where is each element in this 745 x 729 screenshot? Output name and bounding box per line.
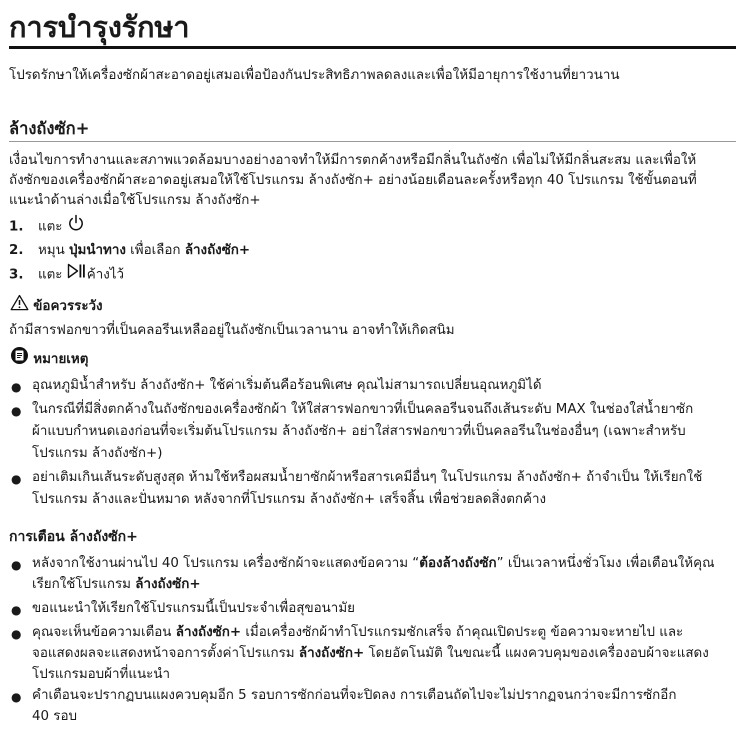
reminder-line — [32, 553, 715, 574]
bullet-icon: ● — [11, 404, 22, 418]
step-text: หมุน — [37, 243, 70, 258]
navigation-button-label: ปุ่มนำทาง — [69, 243, 126, 258]
note-line: ในกรณีที่มีสิ่งตกค้างในถังซักของเครื่องซักผ้า ให้ใส่สารฟอกขาวที่เป็นคลอรีนจนถึงเส้นระดับ MAX ในช่องใส่น้ำยาซัก — [32, 402, 694, 417]
note-heading: หมายเหตุ — [33, 352, 89, 367]
reminder-text: ” เป็นเวลาหนึ่งชั่วโมง เพื่อเตือนให้คุณ — [496, 556, 715, 571]
step-text: แตะ — [37, 219, 63, 235]
step-3 — [9, 263, 124, 286]
step-1 — [9, 214, 85, 239]
caution-text: ถ้ามีสารฟอกขาวที่เป็นคลอรีนเหลืออยู่ในถังซักเป็นเวลานาน อาจทำให้เกิดสนิม — [9, 323, 455, 338]
reminder-text: จอแสดงผลจะแสดงหน้าจอการตั้งค่าโปรแกรม — [32, 646, 299, 661]
warning-icon — [10, 294, 29, 318]
step-text: เพื่อเลือก — [125, 243, 185, 258]
note-line: อย่าเติมเกินเส้นระดับสูงสุด ห้ามใช้หรือผสมน้ำยาซักผ้าหรือสารเคมีอื่นๆ ในโปรแกรม ล้างถังซัก+ ถ้าจำเป็น ให้เรียกใช้ — [32, 470, 703, 485]
intro-text: โปรดรักษาให้เครื่องซักผ้าสะอาดอยู่เสมอเพื่อป้องกันประสิทธิภาพลดลงและเพื่อให้มีอายุการใช้งานที่ยาวนาน — [9, 68, 620, 83]
note-line: ผ้าแบบกำหนดเองก่อนที่จะเริ่มต้นโปรแกรม ล้างถังซัก+ อย่าใส่สารฟอกขาวที่เป็นคลอรีนในช่องอื่นๆ (เฉพาะสำหรับ — [32, 424, 686, 439]
section-heading-drum-clean-reminder: การเตือน ล้างถังซัก+ — [9, 529, 138, 545]
bullet-icon: ● — [11, 603, 22, 617]
note-header — [10, 346, 88, 372]
step-text: แตะ — [37, 267, 63, 283]
drum-clean-para-line: เงื่อนไขการทำงานและสภาพแวดล้อมบางอย่างอาจทำให้มีการตกค้างหรือมีกลิ่นในถังซัก เพื่อไม่ให้มีกลิ่นสะสม และเพื่อให้ — [9, 153, 697, 168]
play-pause-icon — [67, 263, 87, 286]
step-text: ค้างไว้ — [86, 267, 125, 283]
caution-heading: ข้อควรระวัง — [33, 299, 103, 314]
bullet-icon: ● — [11, 690, 22, 704]
page-title: การบำรุงรักษา — [9, 10, 190, 44]
caution-header — [10, 294, 103, 318]
step-number: 3. — [9, 267, 24, 283]
step-2 — [9, 240, 250, 261]
drum-clean-program-label: ล้างถังซัก+ — [298, 646, 365, 661]
note-line: โปรแกรม ล้างและปั่นหมาด หลังจากที่โปรแกรม ล้างถังซัก+ เสร็จสิ้น เพื่อช่วยลดสิ่งตกค้าง — [32, 492, 547, 507]
drum-clean-para-line: ถังซักของเครื่องซักผ้าสะอาดอยู่เสมอให้ใช้โปรแกรม ล้างถังซัก+ อย่างน้อยเดือนละครั้งหรือทุก 40 โปรแกรม ใช้ขั้นตอนที่ — [9, 173, 697, 188]
bullet-icon: ● — [11, 472, 22, 486]
step-number: 1. — [9, 219, 24, 235]
reminder-line — [32, 622, 683, 643]
bullet-icon: ● — [11, 627, 22, 641]
reminder-text: โดยอัตโนมัติ ในขณะนี้ แผงควบคุมของเครื่องอบผ้าจะแสดง — [364, 646, 709, 661]
bullet-icon: ● — [11, 380, 22, 394]
step-number: 2. — [9, 243, 24, 258]
section-heading-drum-clean: ล้างถังซัก+ — [9, 119, 90, 138]
section-divider — [9, 141, 736, 142]
drum-clean-program-label: ล้างถังซัก+ — [135, 577, 201, 592]
reminder-line: คำเตือนจะปรากฏบนแผงควบคุมอีก 5 รอบการซักก่อนที่จะปิดลง การเตือนถัดไปจะไม่ปรากฏจนกว่าจะมีการซักอีก — [32, 688, 677, 703]
reminder-line: 40 รอบ — [32, 709, 78, 724]
bullet-icon: ● — [11, 558, 22, 572]
drum-clean-para-line: แนะนำด้านล่างเมื่อใช้โปรแกรม ล้างถังซัก+ — [9, 193, 261, 208]
note-line: อุณหภูมิน้ำสำหรับ ล้างถังซัก+ ใช้ค่าเริ่มต้นคือร้อนพิเศษ คุณไม่สามารถเปลี่ยนอุณหภูมิได้ — [32, 378, 542, 393]
reminder-text: คุณจะเห็นข้อความเตือน — [32, 625, 176, 640]
note-icon — [10, 346, 29, 372]
reminder-line — [32, 574, 201, 595]
note-line: โปรแกรม ล้างถังซัก+) — [32, 446, 163, 461]
reminder-line: ขอแนะนำให้เรียกใช้โปรแกรมนี้เป็นประจำเพื่อสุขอนามัย — [32, 601, 355, 616]
title-divider — [9, 46, 736, 49]
reminder-text: เมื่อเครื่องซักผ้าทำโปรแกรมซักเสร็จ ถ้าคุณเปิดประตู ข้อความจะหายไป และ — [241, 625, 684, 640]
reminder-text: หลังจากใช้งานผ่านไป 40 โปรแกรม เครื่องซักผ้าจะแสดงข้อความ “ — [32, 556, 420, 571]
reminder-text: เรียกใช้โปรแกรม — [32, 577, 136, 592]
reminder-line: โปรแกรมอบผ้าที่แนะนำ — [32, 667, 171, 682]
drum-clean-program-label: ล้างถังซัก+ — [175, 625, 242, 640]
reminder-line — [32, 643, 709, 664]
reminder-message-label: ต้องล้างถังซัก — [419, 556, 497, 571]
power-icon — [67, 214, 85, 239]
drum-clean-program-label: ล้างถังซัก+ — [184, 243, 251, 258]
